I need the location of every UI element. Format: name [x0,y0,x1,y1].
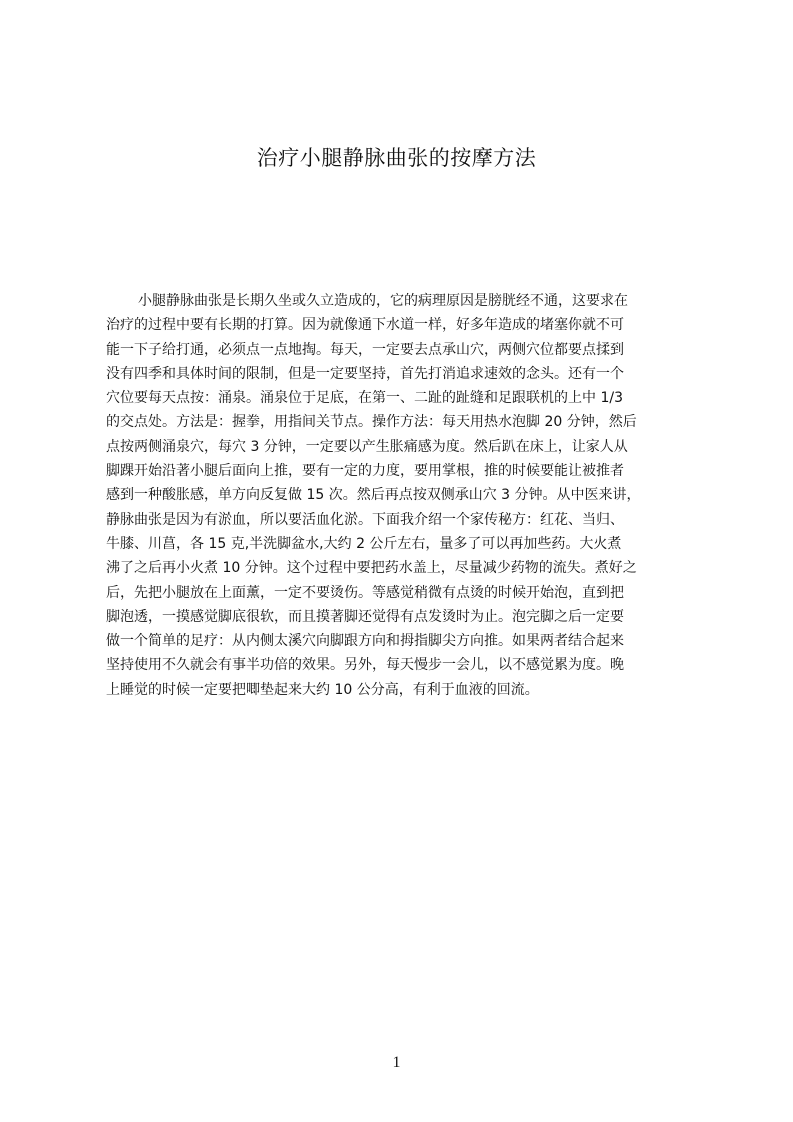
text-line: 静脉曲张是因为有淤血，所以要活血化淤。下面我介绍一个家传秘方：红花、当归、 [106,511,624,528]
text-line: 感到一种酸胀感，单方向反复做 15 次。然后再点按双侧承山穴 3 分钟。从中医来讲， [106,487,641,504]
text-line: 后，先把小腿放在上面薰，一定不要烫伤。等感觉稍微有点烫的时候开始泡，直到把 [106,584,624,601]
text-line: 沸了之后再小火煮 10 分钟。这个过程中要把药水盖上，尽量减少药物的流失。煮好之 [106,560,637,577]
text-line: 牛膝、川菖，各 15 克,半洗脚盆水,大约 2 公斤左右，量多了可以再加些药。大火煮 [106,535,622,552]
text-line: 脚泡透，一摸感觉脚底很软，而且摸著脚还觉得有点发烫时为止。泡完脚之后一定要 [106,608,624,625]
body-paragraph [106,289,696,702]
text-line: 治疗的过程中要有长期的打算。因为就像通下水道一样，好多年造成的堵塞你就不可 [106,317,624,334]
text-line: 点按两侧涌泉穴，每穴 3 分钟，一定要以产生胀痛感为度。然后趴在床上，让家人从 [106,438,628,455]
text-line: 穴位要每天点按：涌泉。涌泉位于足底，在第一、二趾的趾缝和足跟联机的上中 1/3 [106,390,623,407]
text-line: 小腿静脉曲张是长期久坐或久立造成的，它的病理原因是膀胱经不通，这要求在 [138,293,628,309]
text-line: 坚持使用不久就会有事半功倍的效果。另外，每天慢步一会儿，以不感觉累为度。晚 [106,657,624,674]
text-line: 没有四季和具体时间的限制，但是一定要坚持，首先打消追求速效的念头。还有一个 [106,365,624,382]
document-title: 治疗小腿静脉曲张的按摩方法 [256,146,537,170]
text-line: 做一个简单的足疗：从内侧太溪穴向脚跟方向和拇指脚尖方向推。如果两者结合起来 [106,633,624,650]
text-line: 上睡觉的时候一定要把唧垫起来大约 10 公分高，有利于血液的回流。 [106,681,539,698]
text-line: 脚踝开始沿著小腿后面向上推，要有一定的力度，要用掌根，推的时候要能让被推者 [106,463,624,480]
page-number: 1 [392,1054,401,1071]
text-line: 的交点处。方法是：握拳，用指间关节点。操作方法：每天用热水泡脚 20 分钟，然后 [106,414,637,431]
text-line: 能一下子给打通，必须点一点地掏。每天，一定要去点承山穴，两侧穴位都要点揉到 [106,341,624,358]
